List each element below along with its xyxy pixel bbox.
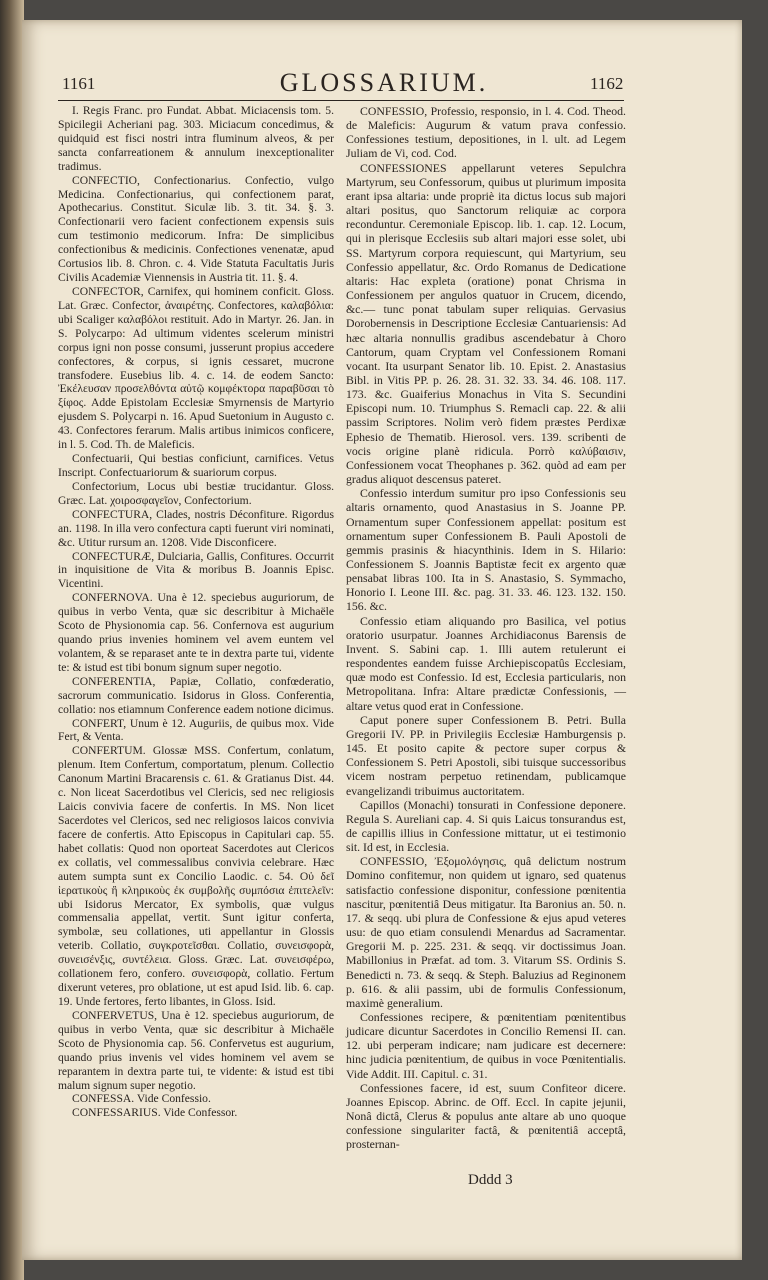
page-number-left: 1161 xyxy=(62,74,96,93)
glossary-entry: CONFERVETUS, Una è 12. speciebus auguriorum, de quibus in verbo Venta, quæ sic describitur à Michaële Scoto de Physionomia cap. 56. Confervetus est augurium, quando prius invenis vel vides hominem vel avem se reparantem in dextra parte tui, te vidente: & istud est tibi malum signum super negotio. xyxy=(58,1008,334,1092)
glossary-entry: CONFERENTIA, Papiæ, Collatio, confœderatio, sacrorum communicatio. Isidorus in Gloss. Conferentia, collatio: nos etiamnum Conference eadem notione dicimus. xyxy=(58,674,334,716)
glossary-entry: I. Regis Franc. pro Fundat. Abbat. Miciacensis tom. 5. Spicilegii Acheriani pag. 303. Miciacum concedimus, & quidquid est fisci nostri intra fluminum alveos, & per sancta confarreationem & annulum inexceptionaliter tradimus. xyxy=(58,104,334,173)
glossary-entry: CONFECTOR, Carnifex, qui hominem conficit. Gloss. Lat. Græc. Confector, ἀναιρέτης. Confectores, καλαβόλια: ubi Scaliger καλαβόλοι restituit. Ado in Martyr. 26. Jan. in S. Polycarpo: Ad ultimum videntes scelerum ministri corpus igni non posse consumi, jusserunt propius accedere confectores, & corpus, si ignis cessaret, mucrone transfodere. Eusebius lib. 4. c. 14. de eodem Sancto: Ἐκέλευσαν προσελθόντα αὐτῷ κομφέκτορα παραβῦσαι τὸ ξίφος. Adde Epistolam Ecclesiæ Smyrnensis de Martyrio ejusdem S. Polycarpi n. 16. Apud Suetonium in Augusto c. 43. Confectores ferarum. Malis artibus inimicos conficere, in l. 5. Cod. Th. de Maleficis. xyxy=(58,284,334,452)
left-column xyxy=(58,104,334,1120)
glossary-entry: Confessiones recipere, & pœnitentiam pœnitentibus judicare dicuntur Sacerdotes in Concilio Remensi II. can. 12. ubi perperam indicare; nam judicare est decernere: hinc judicia pœnitentium, de quibus in voce Pœnitentialis. Vide Addit. III. Capitul. c. 31. xyxy=(346,1010,626,1081)
glossary-entry: CONFESSIONES appellarunt veteres Sepulchra Martyrum, seu Confessorum, quibus ut plurimum imposita erant ipsa altaria: unde propriè ita dictus locus sub majori altari positus, quo Sanctorum reliquiæ ac corpora reconduntur. Ceremoniale Episcop. lib. 1. cap. 12. Locum, qui in plerisque Ecclesiis sub altari majori esse solet, ubi SS. Martyrum corpora requiescunt, qui Martyrium, seu Confessio appellatur, &c. Ordo Romanus de Dedicatione altaris: Hac expleta (oratione) ponat Chrisma in Confessionem per angulos quatuor in Crucem, dicendo, &c.— tunc ponat tabulam super reliquias. Gervasius Dorobernensis in Descriptione Ecclesiæ Cantuariensis: Ad hæc altaria nonnullis gradibus ascendebatur à Choro Cantorum, quam Cryptam vel Confessionem Romani vocant. Ita usurpant Senator lib. 10. Epist. 2. Anastasius Bibl. in Vitis PP. p. 26. 28. 31. 32. 33. 34. 46. 108. 117. 173. &c. Guaiferius Monachus in Vita S. Secundini Episcopi num. 10. Triumphus S. Remacli cap. 22. & alii passim Scriptores. Nolim verò fidem præstes Perdixæ Ephesio de Thematib. Hierosol. vers. 139. scribenti de vocis origine planè ridicula. Porrò καλύβαισιν, Confessionem vocat Theophanes p. 362. quòd ad eam per gradus aliquot descensus pateret. xyxy=(346,160,626,487)
glossary-entry: Confessiones facere, id est, suum Confiteor dicere. Joannes Episcop. Abrinc. de Off. Eccl. In capite jejunii, Nonâ dictâ, Clerus & populus ante altare ab uno quoque confessione singulariter factâ, & pœnitentiâ acceptâ, prosternan- xyxy=(346,1080,626,1152)
page-number-right: 1162 xyxy=(590,74,624,93)
glossary-entry: CONFERTUM. Glossæ MSS. Confertum, conlatum, plenum. Item Confertum, comportatum, plenum. Collectio Canonum Martini Bracarensis c. 61. & Gratianus Dist. 44. c. Non liceat Sacerdotibus vel Clericis, sed nec religiosis Laicis convivia facere de confertis. In MS. Non licet Sacerdotes vel Clericos, sed nec religiosos laicos convivia facere de confertis. Atto Episcopus in Capitulari cap. 55. habet collatis: Quod non oporteat Sacerdotes aut Clericos ex collatis, vel commessalibus convivia celebrare. Hæc autem sumpta sunt ex Concilio Laodic. c. 54. Οὐ δεῖ ἱερατικοὺς ἢ κληρικοὺς ἐκ συμβολῆς συμπόσια ἐπιτελεῖν: ubi Isidorus Mercator, Ex symbolis, quæ vulgus commensalia appellat, vertit. Sunt igitur conferta, symbolæ, seu collationes, uti appellantur in Glossis veterib. Collatio, συγκροτεῖσθαι. Collatio, συνεισφορὰ, συνεισένξις, συντέλεια. Gloss. Græc. Lat. συνεισφέρω, collationem fero, confero. συνεισφορὰ, collatio. Fertum dixerunt veteres, pro oblatione, ut est apud Isid. lib. 6. cap. 19. Unde fertores, ferto libantes, in Gloss. Isid. xyxy=(58,744,334,1008)
glossary-entry: CONFERNOVA. Una è 12. speciebus auguriorum, de quibus in verbo Venta, quæ sic describitur à Michaële Scoto de Physionomia cap. 56. Confernova est augurium quando prius invenies hominem vel avem euntem vel volantem, & se reparaset ante te in dextra parte tui, vidente te: & istud est tibi bonum signum super negotio. xyxy=(58,591,334,674)
glossary-entry: Caput ponere super Confessionem B. Petri. Bulla Gregorii IV. PP. in Privilegiis Ecclesiæ Hamburgensis p. 145. Et posito capite & pectore super corpus & Confessionem S. Petri Apostoli, sibi tuisque successoribus vicem nostram perpetuo retinendam, publicamque evangelizandi tribuimus auctoritatem. xyxy=(346,712,626,798)
glossary-entry: CONFESSA. Vide Confessio. xyxy=(72,1092,211,1106)
page-title: GLOSSARIUM. xyxy=(279,68,489,97)
glossary-entry: CONFECTURÆ, Dulciaria, Gallis, Confitures. Occurrit in inquisitione de Vita & moribus B. Joannis Episc. Vicentini. xyxy=(58,549,334,591)
header-rule xyxy=(58,100,624,101)
glossary-entry: CONFESSIO, Ἐξομολόγησις, quâ delictum nostrum Domino confitemur, non quidem ut ignaro, sed quatenus satisfactio confessione disponitur, confessione pœnitentia nascitur, pœnitentiâ Deus mitigatur. Ita Baronius an. 50. n. 17. & seqq. ubi plura de Confessione & ejus apud veteres usu: de quo etiam consulendi Menardus ad Sacramentar. Gregorii M. p. 225. 231. & seqq. vir doctissimus Joan. Mabillonius in Præfat. ad tom. 3. Vitarum SS. Ordinis S. Benedicti n. 73. & seqq. & Steph. Baluzius ad Reginonem p. 616. & alii passim, ubi de formulis Confessionum, maximè generalium. xyxy=(346,854,626,1010)
right-column xyxy=(346,104,626,1152)
glossary-entry: Confectorium, Locus ubi bestiæ trucidantur. Gloss. Græc. Lat. χοιροσφαγεῖον, Confectorium. xyxy=(58,479,334,507)
glossary-entry: CONFERT, Unum è 12. Auguriis, de quibus mox. Vide Fert, & Venta. xyxy=(58,716,334,744)
signature-mark: Dddd 3 xyxy=(468,1172,513,1188)
glossary-entry: Confessio interdum sumitur pro ipso Confessionis seu altaris ornamento, quod Anastasius in S. Joanne PP. Ornamentum super Confessionem appellat: positum est ornamentum super Confessionem B. Pauli Apostoli de gemmis prasinis & hiacynthinis. Idem in S. Hilario: Confessionem S. Joannis Baptistæ fecit ex argento quæ pensabat libras 100. Ita in S. Anastasio, S. Symmacho, Honorio I. Leone III. &c. pag. 31. 33. 46. 123. 132. 150. 156. &c. xyxy=(346,486,626,614)
glossary-entry: CONFECTIO, Confectionarius. Confectio, vulgo Medicina. Confectionarius, qui confectionem parat, Apothecarius. Constitut. Siculæ lib. 3. tit. 34. §. 3. Confectionarii vero facient confectionem expensis suis cum testimonio medicorum. Infra: De simplicibus confectionibus & medicinis. Confectiones venenatæ, apud Cortusios lib. 8. Chron. c. 4. Vide Statuta Facultatis Juris Civilis Academiæ Viennensis in Austria tit. 11. §. 4. xyxy=(58,173,334,285)
glossary-entry: CONFESSARIUS. Vide Confessor. xyxy=(72,1106,238,1120)
book-binding xyxy=(0,0,24,1280)
glossary-entry: CONFESSIO, Professio, responsio, in l. 4. Cod. Theod. de Maleficis: Augurum & vatum prava confessio. Confessiones testium, depositiones, in l. ult. ad Legem Juliam de Vi, cod. Cod. xyxy=(346,104,626,161)
glossary-entry: Confectuarii, Qui bestias conficiunt, carnifices. Vetus Inscript. Confectuariorum & suariorum corpus. xyxy=(58,452,334,479)
glossary-entry: CONFECTURA, Clades, nostris Déconfiture. Rigordus an. 1198. In illa vero confectura capti fuerunt viri nominati, &c. Utitur rursum an. 1208. Vide Disconficere. xyxy=(58,507,334,549)
glossary-entry: Confessio etiam aliquando pro Basilica, vel potius oratorio usurpatur. Joannes Archidiaconus Barensis de Invent. S. Sabini cap. 1. Illi autem retulerunt ei respondentes eandem fuisse Archiepiscopatûs Ecclesiam, quæ modo est Confessio. Id est, Ecclesia particularis, non Metropolitana. Infra: Altare prædictæ Confessionis, — altare vetus quod erat in Confessione. xyxy=(346,613,626,713)
glossary-entry: Capillos (Monachi) tonsurati in Confessione deponere. Regula S. Aureliani cap. 4. Si quis Laicus tonsurandus est, de capillis illius in Confessione mittatur, ut ei testimonio sit. Id est, in Ecclesia. xyxy=(346,797,626,855)
